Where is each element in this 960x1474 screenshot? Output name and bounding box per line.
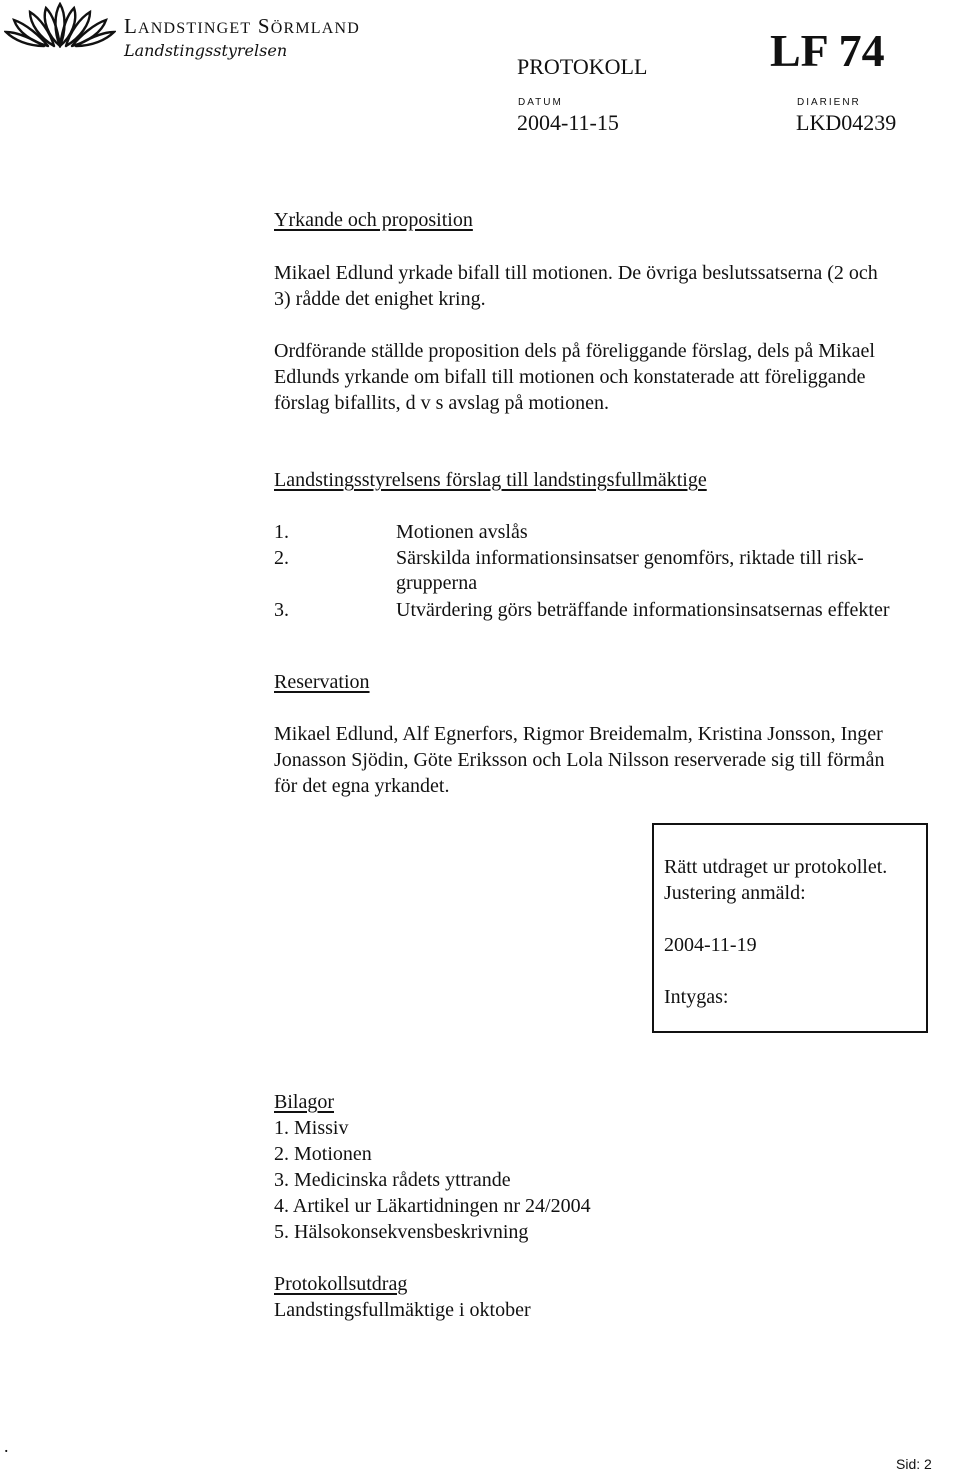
list-item-number: 1. [274, 521, 289, 543]
heading-reservation: Reservation [274, 671, 370, 693]
protokollsutdrag-recipient: Landstingsfullmäktige i oktober [274, 1299, 531, 1321]
list-item-text: Särskilda informationsinsatser genomförs, riktade till risk- [396, 547, 864, 569]
bilaga-item: 5. Hälsokonsekvensbeskrivning [274, 1221, 529, 1243]
bilaga-item: 1. Missiv [274, 1117, 349, 1139]
list-item-text: Utvärdering görs beträffande informationsinsatsernas effekter [396, 599, 890, 621]
logo-emblem-icon [4, 2, 116, 48]
paragraph-proposition-line: Ordförande ställde proposition dels på föreliggande förslag, dels på Mikael [274, 340, 875, 362]
box-justering-date: 2004-11-19 [664, 934, 757, 956]
diarienr-value: LKD04239 [796, 110, 897, 135]
paragraph-proposition-line: Edlunds yrkande om bifall till motionen och konstaterade att föreliggande [274, 366, 866, 388]
diarienr-label: DIARIENR [797, 97, 861, 108]
list-item-text: Motionen avslås [396, 521, 528, 543]
organization-name: LANDSTINGET SÖRMLAND [124, 14, 360, 38]
paragraph-yrkande-line: Mikael Edlund yrkade bifall till motionen. De övriga beslutssatserna (2 och [274, 262, 878, 284]
organization-subtitle: Landstingsstyrelsen [124, 41, 288, 60]
list-item-number: 3. [274, 599, 289, 621]
document-code: LF 74 [770, 25, 885, 76]
document-type: PROTOKOLL [517, 54, 648, 79]
box-certified-text: Rätt utdraget ur protokollet. [664, 856, 888, 878]
list-item-number: 2. [274, 547, 289, 569]
list-item-text: grupperna [396, 572, 478, 594]
reservation-line: Jonasson Sjödin, Göte Eriksson och Lola Nilsson reserverade sig till förmån [274, 749, 885, 771]
reservation-line: för det egna yrkandet. [274, 775, 450, 797]
date-label: DATUM [518, 97, 563, 108]
page-number: Sid: 2 [896, 1456, 932, 1472]
date-value: 2004-11-15 [517, 110, 619, 135]
reservation-line: Mikael Edlund, Alf Egnerfors, Rigmor Breidemalm, Kristina Jonsson, Inger [274, 723, 883, 745]
box-intygas-text: Intygas: [664, 986, 729, 1008]
paragraph-proposition-line: förslag bifallits, d v s avslag på motionen. [274, 392, 609, 414]
heading-forslag: Landstingsstyrelsens förslag till landstingsfullmäktige [274, 469, 707, 491]
heading-bilagor: Bilagor [274, 1091, 334, 1113]
bilaga-item: 4. Artikel ur Läkartidningen nr 24/2004 [274, 1195, 591, 1217]
bilaga-item: 3. Medicinska rådets yttrande [274, 1169, 511, 1191]
heading-yrkande: Yrkande och proposition [274, 209, 473, 231]
box-justering-text: Justering anmäld: [664, 882, 806, 904]
heading-protokollsutdrag: Protokollsutdrag [274, 1273, 408, 1295]
footer-dot: . [4, 1436, 9, 1456]
paragraph-yrkande-line: 3) rådde det enighet kring. [274, 288, 486, 310]
bilaga-item: 2. Motionen [274, 1143, 372, 1165]
